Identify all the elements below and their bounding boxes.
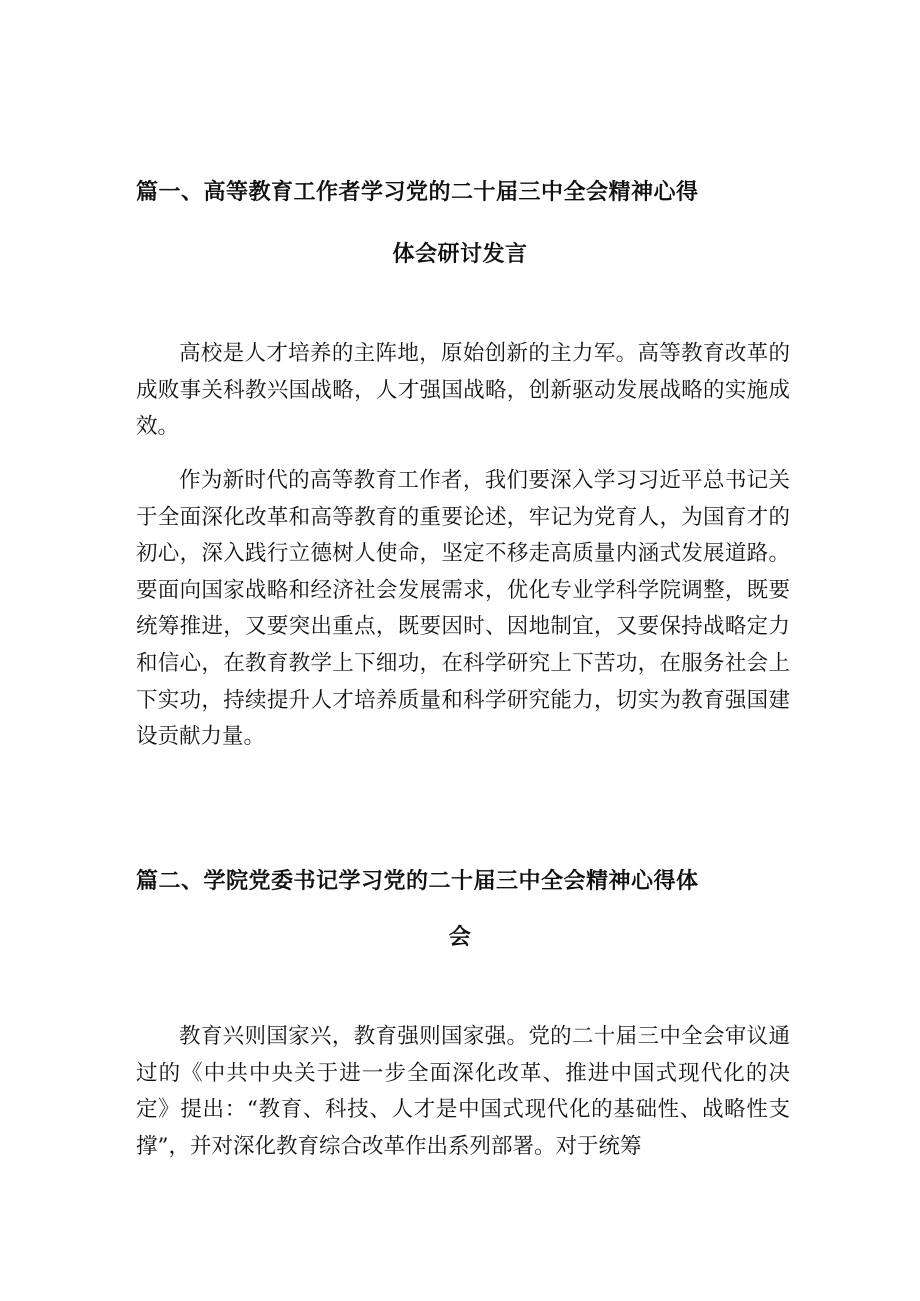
section2-paragraph-1: 教育兴则国家兴，教育强则国家强。党的二十届三中全会审议通过的《中共中央关于进一步全面深化改革、推进中国式现代化的决定》提出：“教育、科技、人才是中国式现代化的基础性、战略性支撑”，并对深化教育综合改革作出系列部署。对于统筹 <box>136 1024 790 1159</box>
section1-title-line1: 篇一、高等教育工作者学习党的二十届三中全会精神心得 <box>136 179 699 205</box>
section1-paragraph-2: 作为新时代的高等教育工作者，我们要深入学习习近平总书记关于全面深化改革和高等教育的重要论述，牢记为党育人，为国育才的初心，深入践行立德树人使命，坚定不移走高质量内涵式发展道路。要面向国家战略和经济社会发展需求，优化专业学科学院调整，既要统筹推进，又要突出重点，既要因时、因地制宜，又要保持战略定力和信心，在教育教学上下细功，在科学研究上下苦功，在服务社会上下实功，持续提升人才培养质量和科学研究能力，切实为教育强国建设贡献力量。 <box>136 468 790 750</box>
section2-title-line2: 会 <box>448 924 472 950</box>
section1-paragraph-1: 高校是人才培养的主阵地，原始创新的主力军。高等教育改革的成败事关科教兴国战略，人才强国战略，创新驱动发展战略的实施成效。 <box>136 341 790 440</box>
section2-title-line1: 篇二、学院党委书记学习党的二十届三中全会精神心得体 <box>136 868 699 894</box>
section1-title-line2: 体会研讨发言 <box>392 241 528 267</box>
